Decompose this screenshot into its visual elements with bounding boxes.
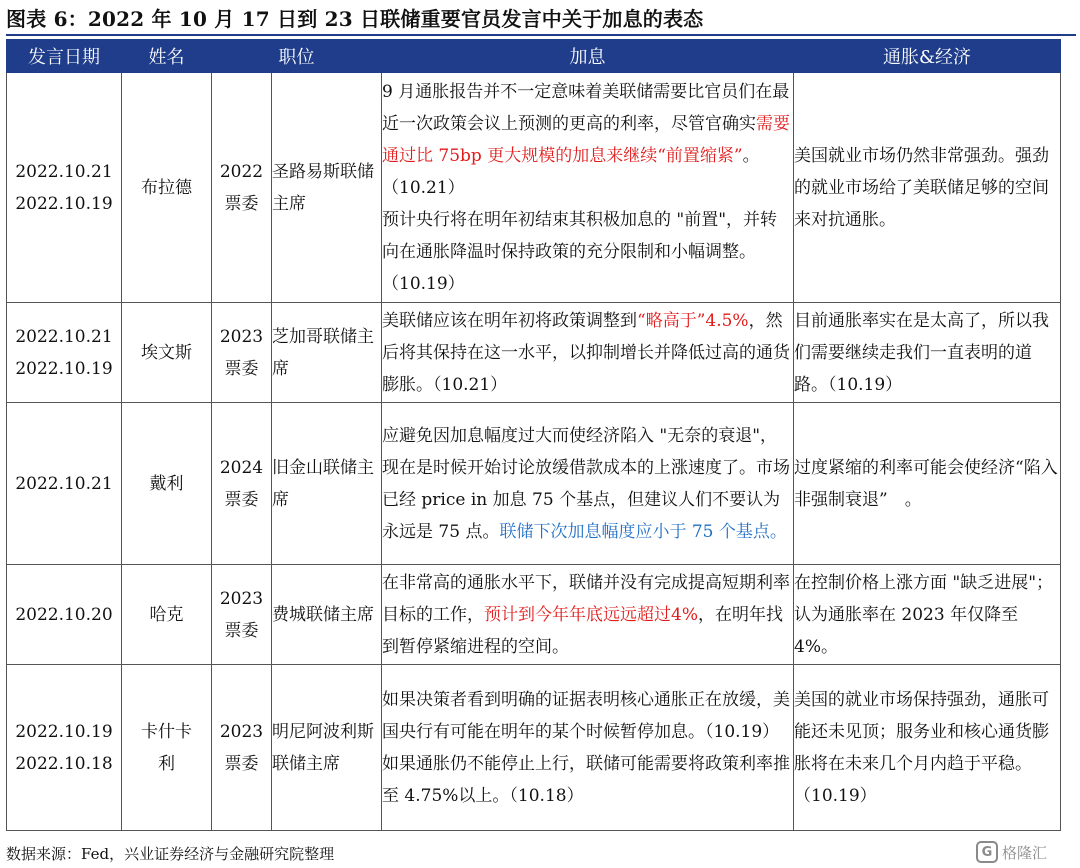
- position-cell: 芝加哥联储主席: [272, 303, 382, 403]
- table-row: [7, 565, 1061, 665]
- vote-cell: [212, 403, 272, 565]
- position-cell: 明尼阿波利斯联储主席: [272, 665, 382, 831]
- name-text: 利: [158, 753, 175, 774]
- name-cell: 哈克: [122, 565, 212, 665]
- vote-label: 票委: [224, 620, 259, 641]
- table-row: [7, 73, 1061, 303]
- hike-text: 在非常高的通胀水平下，联储并没有完成提高短期利率目标的工作，: [382, 572, 790, 625]
- date-text: 2022.10.19: [15, 358, 113, 379]
- economy-cell: 目前通胀率实在是太高了，所以我们需要继续走我们一直表明的道路。（10.19）: [794, 303, 1061, 403]
- header-position: 职位: [212, 40, 382, 73]
- hike-text: 如果通胀仍不能停止上行，联储可能需要将政策利率推至 4.75%以上。（10.18）: [382, 753, 790, 806]
- vote-label: 票委: [224, 358, 259, 379]
- date-text: 2022.10.18: [15, 753, 113, 774]
- header-inflation-economy: 通胀&经济: [794, 40, 1061, 73]
- hike-highlight-red: 预计到今年年底远远超过4%: [484, 604, 698, 625]
- date-cell: [7, 73, 122, 303]
- table-row: [7, 665, 1061, 831]
- vote-year: 2022: [219, 161, 264, 182]
- name-cell: [122, 665, 212, 831]
- header-row: [7, 40, 1061, 73]
- hike-text: ，然后将其保持在这一水平，以抑制增长并降低过高的通货膨胀。（10.21）: [382, 310, 790, 395]
- hike-highlight-blue: 联储下次加息幅度应小于 75 个基点。: [499, 521, 787, 542]
- rate-hike-cell: [382, 403, 794, 565]
- hike-text: ，在明年找到暂停紧缩进程的空间。: [382, 604, 783, 657]
- name-text: 布拉德: [141, 177, 192, 198]
- rate-hike-cell: [382, 303, 794, 403]
- vote-cell: [212, 665, 272, 831]
- economy-cell: 美国就业市场仍然非常强劲。强劲的就业市场给了美联储足够的空间来对抗通胀。: [794, 73, 1061, 303]
- header-rate-hike: 加息: [382, 40, 794, 73]
- vote-label: 票委: [224, 489, 259, 510]
- hike-highlight-red: “略高于”4.5%: [637, 310, 749, 331]
- hike-text: 预计央行将在明年初结束其积极加息的 "前置"，并转向在通胀降温时保持政策的充分限制和小幅调整。（10.19）: [382, 209, 778, 294]
- economy-cell: 过度紧缩的利率可能会使经济“陷入非强制衰退” 。: [794, 403, 1061, 565]
- economy-cell: 美国的就业市场保持强劲，通胀可能还未见顶；服务业和核心通货膨胀将在未来几个月内趋于平稳。（10.19）: [794, 665, 1061, 831]
- vote-cell: [212, 303, 272, 403]
- date-text: 2022.10.19: [15, 193, 113, 214]
- rate-hike-cell: [382, 73, 794, 303]
- vote-year: 2023: [219, 588, 264, 609]
- figure-title: 图表 6：2022 年 10 月 17 日到 23 日联储重要官员发言中关于加息的表态: [6, 4, 1076, 36]
- vote-cell: [212, 73, 272, 303]
- table-row: [7, 403, 1061, 565]
- hike-text: 应避免因加息幅度过大而使经济陷入 "无奈的衰退"，现在是时候开始讨论放缓借款成本的上涨速度了。市场已经 price in 加息 75 个基点，但建议人们不要认为永远是 75 点。: [382, 425, 790, 542]
- vote-label: 票委: [224, 193, 259, 214]
- position-cell: 圣路易斯联储主席: [272, 73, 382, 303]
- name-cell: 戴利: [122, 403, 212, 565]
- date-text: 2022.10.21: [15, 326, 113, 347]
- name-text: 卡什卡: [141, 721, 192, 742]
- date-cell: [7, 303, 122, 403]
- name-cell: [122, 73, 212, 303]
- date-cell: [7, 665, 122, 831]
- rate-hike-cell: [382, 665, 794, 831]
- position-cell: 费城联储主席: [272, 565, 382, 665]
- vote-cell: [212, 565, 272, 665]
- position-cell: 旧金山联储主席: [272, 403, 382, 565]
- vote-year: 2024: [219, 457, 264, 478]
- hike-text: 9 月通胀报告并不一定意味着美联储需要比官员们在最近一次政策会议上预测的更高的利率，尽管官确实: [382, 81, 790, 134]
- header-date: 发言日期: [7, 40, 122, 73]
- hike-text: 美联储应该在明年初将政策调整到: [382, 310, 637, 331]
- table-row: [7, 303, 1061, 403]
- source-footnote: 数据来源：Fed，兴业证券经济与金融研究院整理: [6, 845, 335, 863]
- watermark-text: 格隆汇: [1002, 843, 1048, 862]
- watermark: [976, 838, 1076, 866]
- date-cell: 2022.10.20: [7, 565, 122, 665]
- fed-officials-table: [6, 39, 1061, 831]
- date-text: 2022.10.21: [15, 161, 113, 182]
- rate-hike-cell: [382, 565, 794, 665]
- economy-cell: 在控制价格上涨方面 "缺乏进展"；认为通胀率在 2023 年仅降至 4%。: [794, 565, 1061, 665]
- header-name: 姓名: [122, 40, 212, 73]
- vote-label: 票委: [224, 753, 259, 774]
- watermark-logo-icon: G: [976, 841, 998, 863]
- hike-highlight-red: 需要通过比 75bp 更大规模的加息来继续“前置缩紧”: [382, 113, 790, 166]
- date-text: 2022.10.19: [15, 721, 113, 742]
- hike-text: 如果决策者看到明确的证据表明核心通胀正在放缓，美国央行有可能在明年的某个时候暂停加息。（10.19）: [382, 689, 790, 742]
- vote-year: 2023: [219, 326, 264, 347]
- vote-year: 2023: [219, 721, 264, 742]
- date-cell: 2022.10.21: [7, 403, 122, 565]
- hike-text: 。（10.21）: [382, 145, 760, 198]
- name-cell: 埃文斯: [122, 303, 212, 403]
